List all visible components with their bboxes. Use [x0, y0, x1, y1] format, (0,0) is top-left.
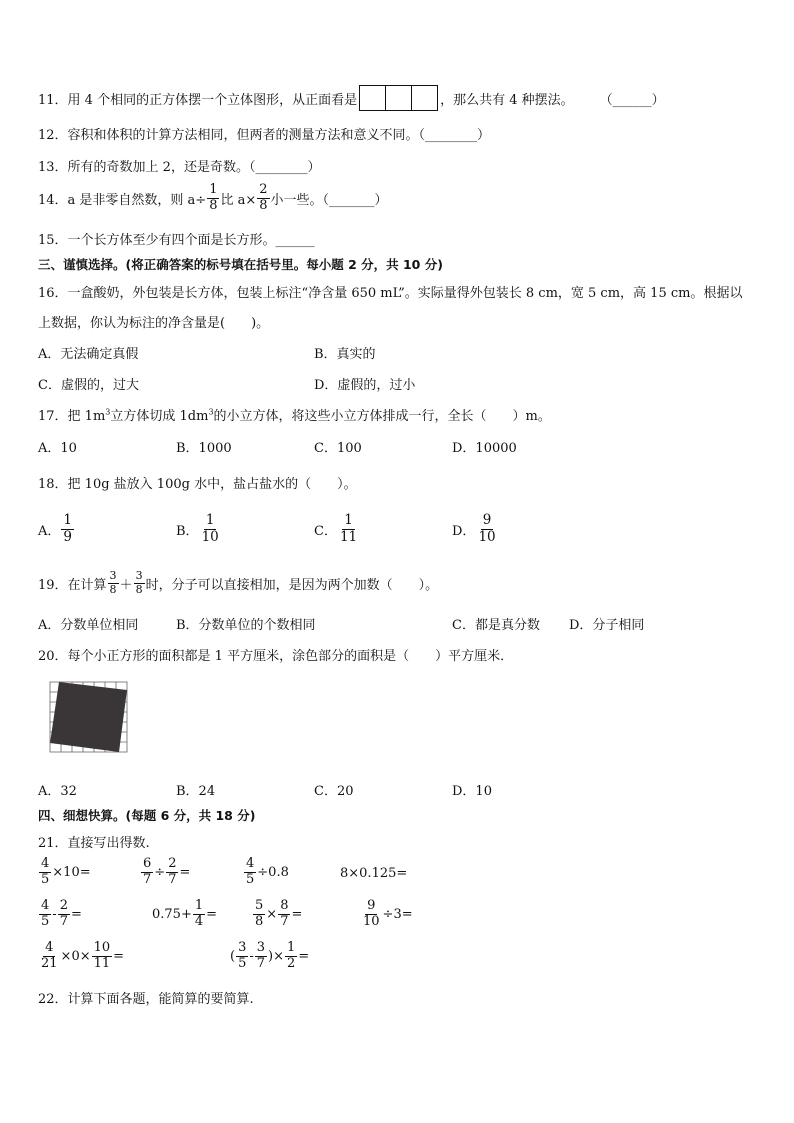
option-d[interactable]: D．10: [452, 784, 492, 799]
fraction: $\frac{1}{8}$: [209, 182, 218, 213]
question-11: [38, 84, 665, 112]
option-b[interactable]: B． $\frac{1}{10}$: [176, 512, 219, 545]
option-c[interactable]: C． $\frac{1}{11}$: [314, 512, 358, 545]
question-13: 13．所有的奇数加上 2，还是奇数。（________）: [38, 160, 321, 175]
expression: $\frac{4}{21}$ ×0× $\frac{10}{11}$ =: [41, 940, 125, 971]
option-a[interactable]: A．32: [38, 784, 77, 799]
option-d[interactable]: D． $\frac{9}{10}$: [452, 512, 496, 545]
option-c[interactable]: C．虚假的，过大: [38, 378, 139, 393]
fraction: $\frac{6}{7}$: [143, 856, 152, 887]
fraction: $\frac{2}{8}$: [259, 182, 268, 213]
fraction: $\frac{1}{2}$: [287, 940, 296, 971]
option-a[interactable]: A． $\frac{1}{9}$: [38, 512, 72, 545]
q14-text-post: 小一些。（_______）: [270, 192, 388, 208]
option-b[interactable]: B．真实的: [314, 347, 376, 362]
expression: $\frac{6}{7}$ ÷ $\frac{2}{7}$ =: [143, 856, 191, 887]
option-a[interactable]: A．无法确定真假: [38, 347, 139, 362]
expression: $\frac{4}{5}$ - $\frac{2}{7}$ =: [41, 898, 82, 929]
question-16-line1: 16．一盒酸奶，外包装是长方体，包装上标注“净含量 650 mL”。实际量得外包装长 8 cm，宽 5 cm，高 15 cm。根据以: [38, 286, 743, 301]
fraction: $\frac{8}{7}$: [280, 898, 289, 929]
option-d[interactable]: D．虚假的，过小: [314, 378, 416, 393]
expression: $\frac{4}{5}$ ÷0.8: [246, 856, 289, 887]
option-a[interactable]: A．分数单位相同: [38, 618, 139, 633]
expression: 0.75+ $\frac{1}{4}$ =: [152, 898, 218, 929]
fraction: $\frac{4}{5}$: [41, 898, 50, 929]
fraction: $\frac{3}{8}$: [135, 569, 143, 596]
shaded-square: [50, 682, 127, 752]
question-20: 20．每个小正方形的面积都是 1 平方厘米，涂色部分的面积是（ ）平方厘米．: [38, 649, 514, 664]
fraction: $\frac{10}{11}$: [93, 940, 111, 971]
option-c[interactable]: C．20: [314, 784, 354, 799]
fraction: $\frac{4}{5}$: [41, 856, 50, 887]
fraction: $\frac{9}{10}$: [478, 512, 496, 545]
expression: $\frac{9}{10}$ ÷3=: [363, 898, 413, 929]
fraction: $\frac{1}{9}$: [63, 512, 72, 545]
fraction: $\frac{3}{7}$: [256, 940, 266, 971]
option-b[interactable]: B．分数单位的个数相同: [176, 618, 316, 633]
fraction: $\frac{1}{10}$: [201, 512, 219, 545]
q14-text-mid: 比 a×: [220, 192, 257, 208]
option-d[interactable]: D．分子相同: [569, 618, 645, 633]
question-22: 22．计算下面各题，能简算的要简算.: [38, 992, 254, 1007]
q14-text: 14．a 是非零自然数，则 a÷: [38, 192, 207, 208]
option-a[interactable]: A．10: [38, 441, 77, 456]
question-15: 15．一个长方体至少有四个面是长方形。______: [38, 233, 315, 248]
fraction: $\frac{2}{7}$: [59, 898, 68, 929]
front-view-squares-figure: [359, 85, 438, 111]
expression: $\frac{4}{5}$ ×10=: [41, 856, 91, 887]
question-12: 12．容积和体积的计算方法相同，但两者的测量方法和意义不同。（________）: [38, 128, 491, 143]
question-14: [38, 183, 388, 214]
fraction: $\frac{4}{5}$: [246, 856, 255, 887]
q11-text: 11．用 4 个相同的正方体摆一个立体图形，从正面看是: [38, 92, 358, 108]
fraction: $\frac{2}{7}$: [168, 856, 177, 887]
expression: 8×0.125=: [340, 866, 408, 881]
option-b[interactable]: B．1000: [176, 441, 232, 456]
section-3-title: 三、谨慎选择。(将正确答案的标号填在括号里。每小题 2 分，共 10 分): [38, 257, 443, 272]
fraction: $\frac{3}{8}$: [109, 569, 117, 596]
expression: ( $\frac{3}{5}$ - $\frac{3}{7}$ )× $\frac{1}{2}$ =: [230, 940, 310, 971]
question-16-line2: 上数据，你认为标注的净含量是( )。: [38, 316, 270, 331]
question-17: 17．把 $1m^3$立方体切成 $1dm^3$的小立方体，将这些小立方体排成一行，全长（ ）m。: [38, 407, 551, 424]
option-c[interactable]: C．都是真分数: [452, 618, 540, 633]
q11-text-post: ，那么共有 4 种摆法。: [440, 92, 574, 108]
q11-answer-blank[interactable]: （______）: [599, 92, 665, 108]
option-c[interactable]: C．100: [314, 441, 362, 456]
option-d[interactable]: D．10000: [452, 441, 517, 456]
question-21: 21．直接写出得数.: [38, 836, 150, 851]
fraction: $\frac{1}{11}$: [339, 512, 358, 545]
fraction: $\frac{3}{5}$: [238, 940, 247, 971]
option-b[interactable]: B．24: [176, 784, 216, 799]
question-18: 18．把 10g 盐放入 100g 水中，盐占盐水的（ ）。: [38, 477, 357, 492]
expression: $\frac{5}{8}$ × $\frac{8}{7}$ =: [255, 898, 303, 929]
grid-with-shaded-square-figure: [45, 677, 131, 755]
section-4-title: 四、细想快算。(每题 6 分，共 18 分): [38, 808, 256, 823]
fraction: $\frac{5}{8}$: [255, 898, 264, 929]
fraction: $\frac{4}{21}$: [41, 940, 58, 971]
fraction: $\frac{9}{10}$: [363, 898, 380, 929]
question-19: 19．在计算 $\frac{3}{8}$ ＋ $\frac{3}{8}$ 时，分子可以直接相加，是因为两个加数（ ）。: [38, 569, 439, 596]
fraction: $\frac{1}{4}$: [194, 898, 204, 929]
